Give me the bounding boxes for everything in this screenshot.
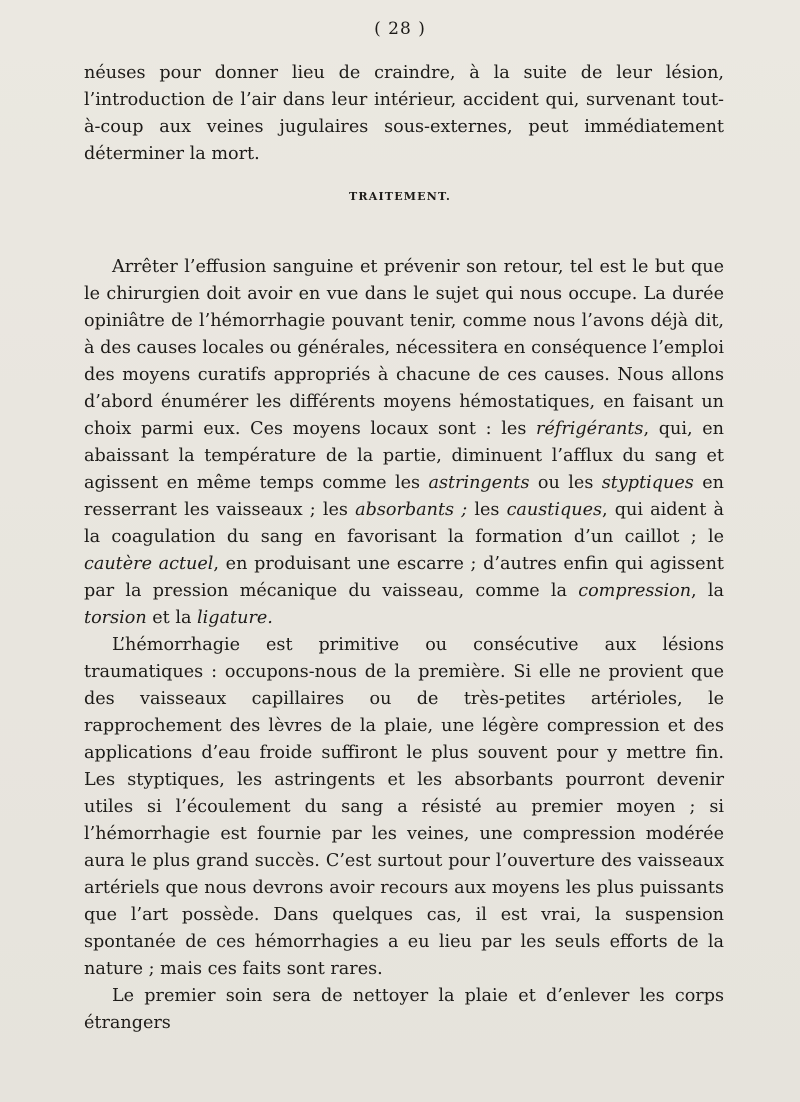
term-refrigerants: réfrigérants (536, 419, 644, 439)
section-heading: TRAITEMENT. (349, 190, 451, 203)
term-astringents: astringents (428, 473, 530, 493)
paragraph-first-care: Le premier soin sera de nettoyer la plaie et d’enlever les corps étrangers (84, 986, 724, 1033)
p1-text-b: , qui, en abaissant la température de la partie, diminuent l’afflux du sang et agissent en même temps comme les (84, 419, 724, 493)
section-body (84, 254, 724, 1037)
p1-text-c: ou les (529, 473, 602, 493)
p1-text-a: Arrêter l’effusion sanguine et prévenir son retour, tel est le but que le chirurgien doit avoir en vue dans le sujet qui nous occupe. La durée opiniâtre de l’hémorrhagie pouvant tenir, comme nous l’avons déjà dit, à des causes locales ou générales, nécessitera en conséquence l’emploi des moyens curatifs appropriés à chacune de ces causes. Nous allons d’abord énumérer les différents moyens hémostatiques, en faisant un choix parmi eux. Ces moyens locaux sont : les (84, 257, 724, 439)
p1-text-e: les (467, 500, 507, 520)
p1-text-i: et la (146, 608, 198, 628)
paragraph-hemostatics (84, 254, 724, 632)
p1-text-h: , la (691, 581, 725, 601)
paragraph-primary-hemorrhage: L’hémorrhagie est primitive ou consécutive aux lésions traumatiques : occupons-nous de la première. Si elle ne provient que des vaisseaux capillaires ou de très-petites artérioles, le rapprochement des lèvres de la plaie, une légère compression et des applications d’eau froide suffiront le plus souvent pour y mettre fin. Les styptiques, les astringents et les absorbants pourront devenir utiles si l’écoulement du sang a résisté au premier moyen ; si l’hémorrhagie est fournie par les veines, une compression modérée aura le plus grand succès. C’est surtout pour l’ouverture des vaisseaux artériels que nous devrons avoir recours aux moyens les plus puissants que l’art possède. Dans quelques cas, il est vrai, la suspension spontanée de ces hémorrhagies a eu lieu par les seuls efforts de la nature ; mais ces faits sont rares. (84, 635, 724, 979)
term-ligature: ligature. (197, 608, 273, 628)
p1-text-f: , qui aident à la coagulation du sang en favorisant la formation d’un caillot ; le (84, 500, 724, 547)
p1-text-d: en resserrant les vaisseaux ; les (84, 473, 724, 520)
term-compression: compression (578, 581, 692, 601)
term-caustiques: caustiques (506, 500, 603, 520)
term-torsion: torsion (84, 608, 147, 628)
term-absorbants: absorbants ; (355, 500, 468, 520)
term-styptiques: styptiques (601, 473, 694, 493)
page-number: ( 28 ) (374, 19, 426, 39)
intro-paragraph: néuses pour donner lieu de craindre, à la suite de leur lésion, l’introduction de l’air dans leur intérieur, accident qui, survenant tout-à-coup aux veines jugulaires sous-externes, peut immédiatement déterminer la mort. (84, 63, 724, 164)
term-cautere: cautère actuel (84, 554, 214, 574)
p1-text-g: , en produisant une escarre ; d’autres enfin qui agissent par la pression mécanique du vaisseau, comme la (84, 554, 724, 601)
